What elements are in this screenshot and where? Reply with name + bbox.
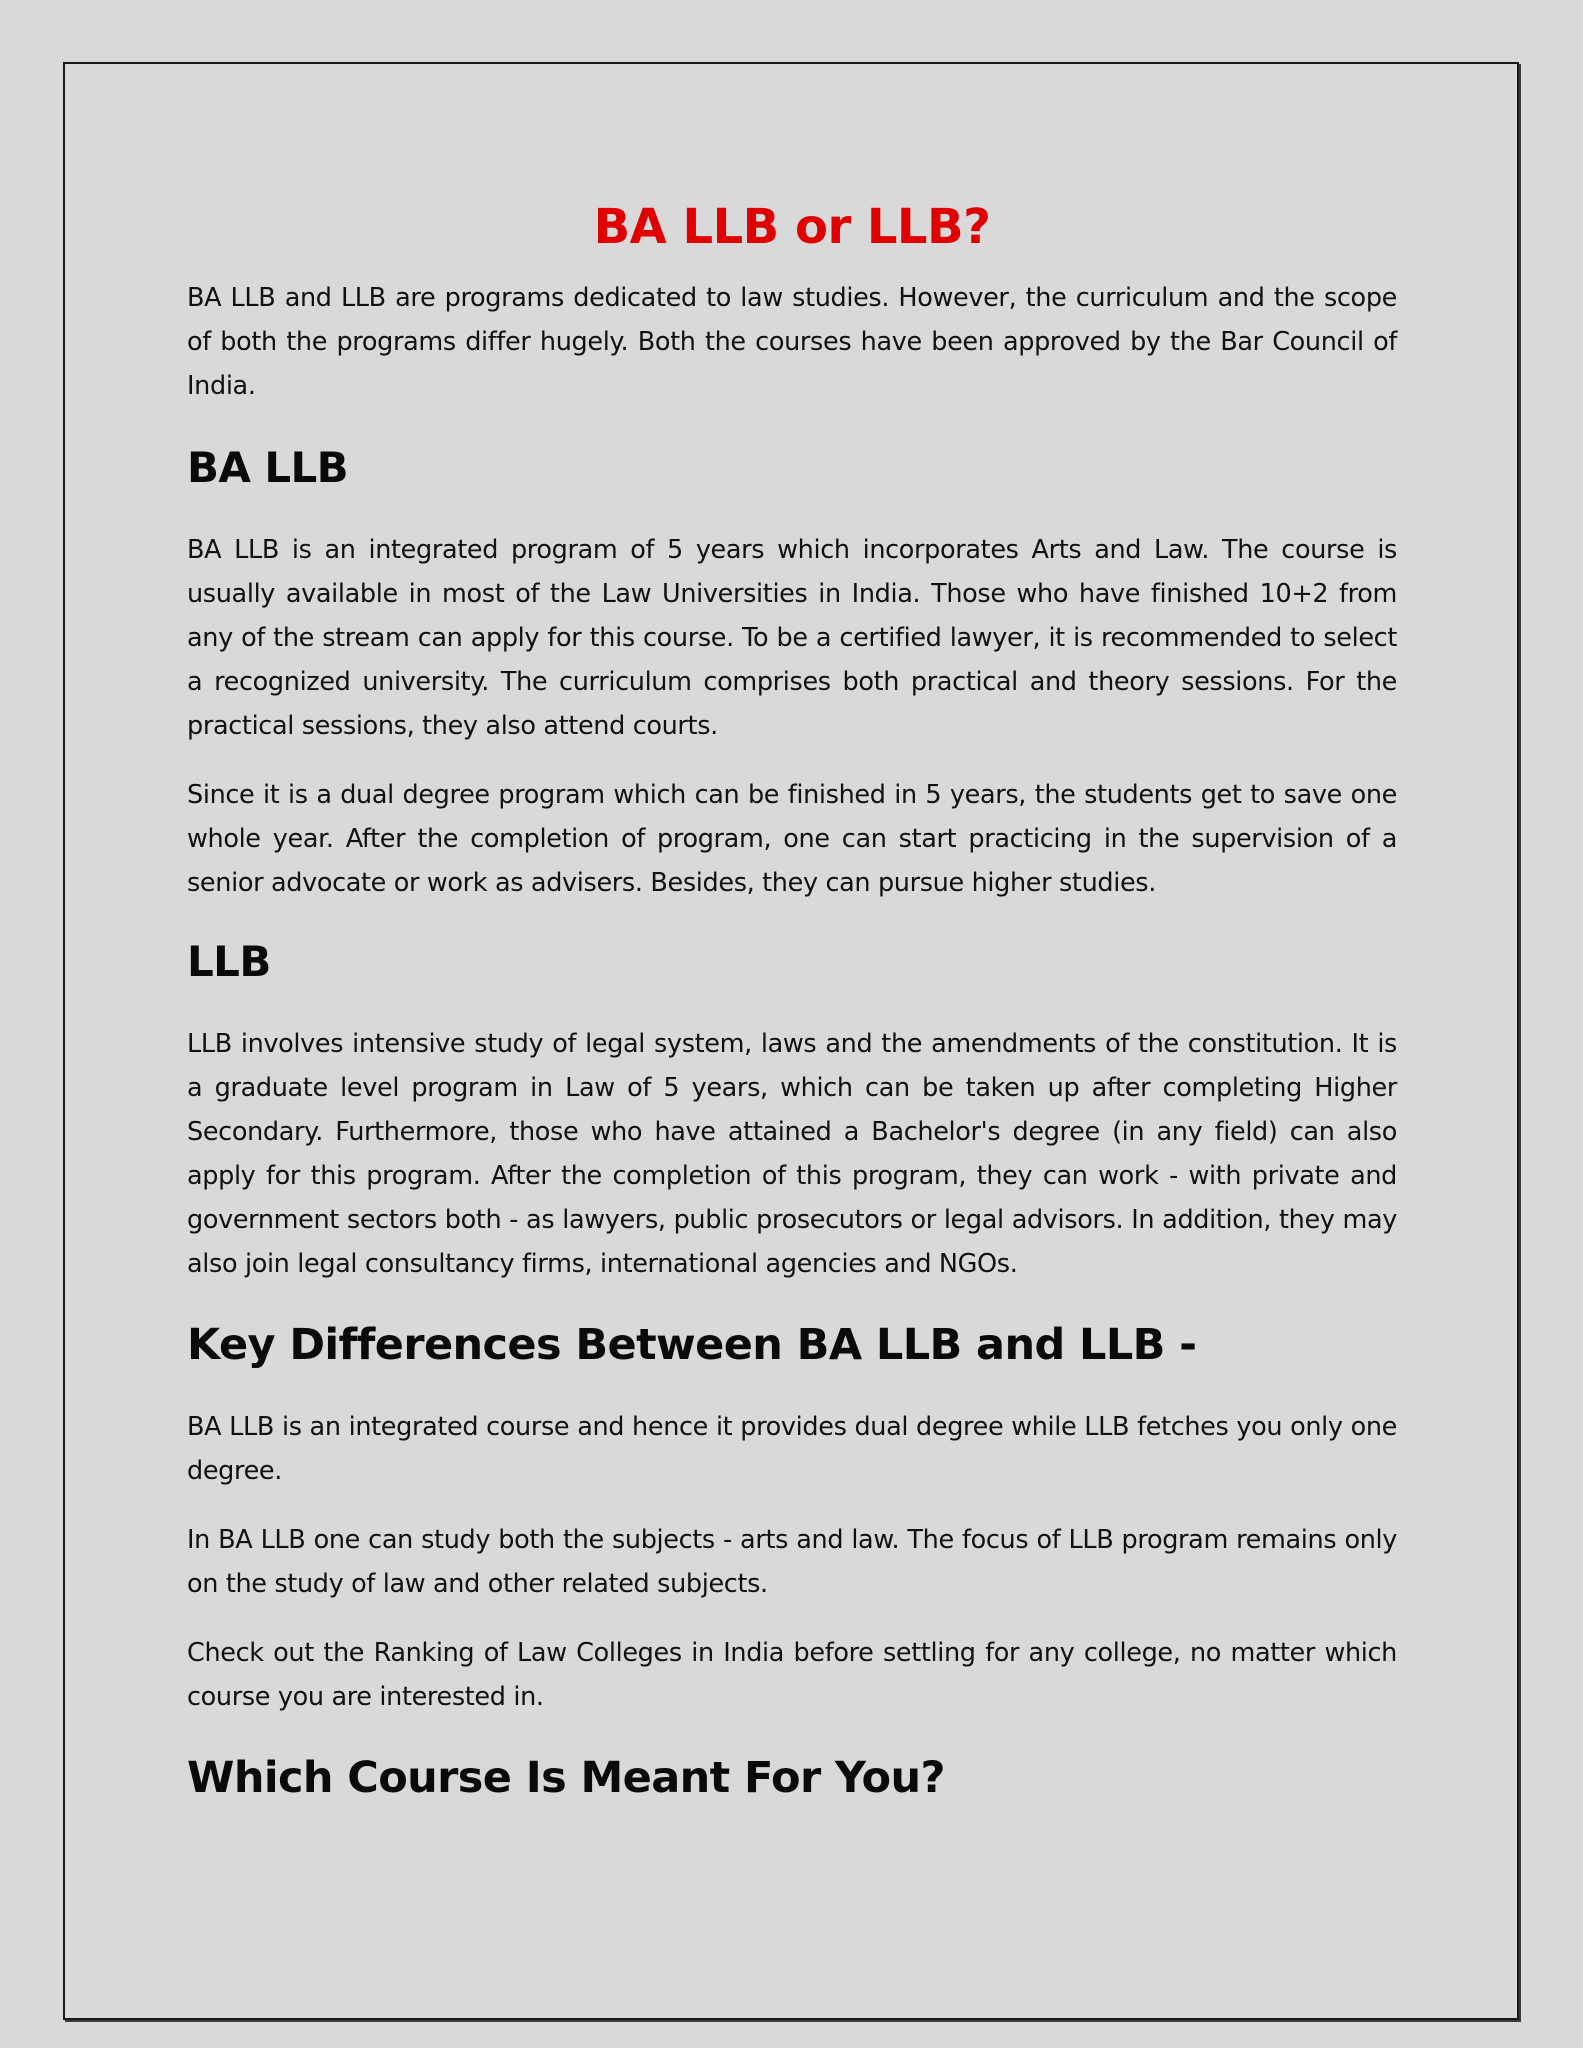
differences-paragraph-1: BA LLB is an integrated course and hence it provides dual degree while LLB fetches you only one degree. bbox=[187, 1412, 1397, 1486]
section-heading-ba-llb: BA LLB bbox=[187, 443, 349, 492]
section-heading-llb: LLB bbox=[187, 937, 271, 986]
intro-paragraph: BA LLB and LLB are programs dedicated to law studies. However, the curriculum and the scope of both the programs differ hugely. Both the courses have been approved by the Bar Council of India. bbox=[187, 283, 1397, 401]
llb-paragraph-1: LLB involves intensive study of legal system, laws and the amendments of the constitution. It is a graduate level program in Law of 5 years, which can be taken up after completing Higher Secondary. Furthermore, those who have attained a Bachelor's degree (in any field) can also apply for this program. After the completion of this program, they can work - with private and government sectors both - as lawyers, public prosecutors or legal advisors. In addition, they may also join legal consultancy firms, international agencies and NGOs. bbox=[187, 1029, 1397, 1279]
differences-paragraph-3: Check out the Ranking of Law Colleges in India before settling for any college, no matter which course you are interested in. bbox=[187, 1638, 1397, 1712]
section-heading-which-course: Which Course Is Meant For You? bbox=[187, 1753, 945, 1803]
section-heading-key-differences: Key Differences Between BA LLB and LLB - bbox=[187, 1320, 1197, 1370]
differences-paragraph-2: In BA LLB one can study both the subjects - arts and law. The focus of LLB program remains only on the study of law and other related subjects. bbox=[187, 1525, 1397, 1599]
document-title: BA LLB or LLB? bbox=[593, 199, 991, 255]
document-body bbox=[187, 190, 1397, 1838]
ba-llb-paragraph-2: Since it is a dual degree program which can be finished in 5 years, the students get to save one whole year. After the completion of program, one can start practicing in the supervision of a senior advocate or work as advisers. Besides, they can pursue higher studies. bbox=[187, 780, 1397, 898]
ba-llb-paragraph-1: BA LLB is an integrated program of 5 years which incorporates Arts and Law. The course is usually available in most of the Law Universities in India. Those who have finished 10+2 from any of the stream can apply for this course. To be a certified lawyer, it is recommended to select a recognized university. The curriculum comprises both practical and theory sessions. For the practical sessions, they also attend courts. bbox=[187, 535, 1397, 741]
